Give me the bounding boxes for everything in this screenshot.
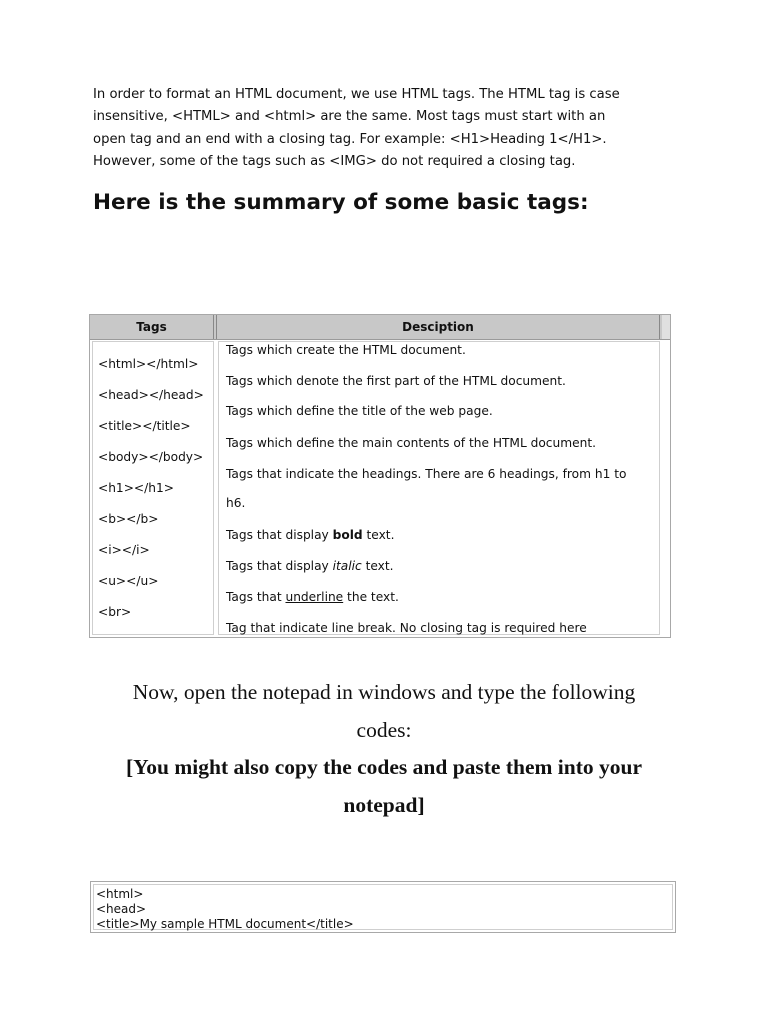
intro-paragraph bbox=[93, 84, 683, 173]
description-cell bbox=[218, 341, 660, 635]
tag-item: <title></title> bbox=[98, 419, 191, 433]
tag-item: <b></b> bbox=[98, 512, 159, 526]
text-run: Tags that display bbox=[226, 528, 333, 542]
instruction-line: Now, open the notepad in windows and type the following bbox=[132, 680, 636, 704]
instruction-line: notepad] bbox=[343, 792, 425, 817]
instruction-line: codes: bbox=[356, 717, 412, 742]
tag-item: <body></body> bbox=[98, 450, 204, 464]
tag-item: <h1></h1> bbox=[98, 481, 174, 495]
tag-item: <br> bbox=[98, 605, 132, 619]
text-run: Tags that bbox=[226, 590, 286, 604]
intro-line: However, some of the tags such as <IMG> do not required a closing tag. bbox=[93, 153, 576, 169]
tags-table bbox=[89, 314, 671, 638]
notepad-instructions bbox=[90, 674, 678, 824]
description-line bbox=[226, 559, 394, 573]
code-sample-inner bbox=[93, 884, 673, 930]
description-line: Tags which create the HTML document. bbox=[226, 343, 466, 357]
tag-item: <i></i> bbox=[98, 543, 150, 557]
code-line: <title>My sample HTML document</title> bbox=[96, 917, 354, 931]
tags-cell bbox=[92, 341, 214, 635]
intro-line: insensitive, <HTML> and <html> are the same. Most tags must start with an bbox=[93, 109, 606, 125]
bold-word: bold bbox=[332, 528, 363, 542]
intro-line: open tag and an end with a closing tag. For example: <H1>Heading 1</H1>. bbox=[93, 131, 607, 147]
tag-item: <html></html> bbox=[98, 357, 199, 371]
description-line bbox=[226, 590, 399, 604]
code-line: <html> bbox=[96, 887, 144, 901]
header-tags: Tags bbox=[90, 315, 214, 339]
description-line: Tags that indicate the headings. There are 6 headings, from h1 to bbox=[226, 467, 627, 481]
underline-word: underline bbox=[285, 590, 344, 604]
text-run: text. bbox=[362, 528, 395, 542]
summary-heading: Here is the summary of some basic tags: bbox=[93, 190, 589, 215]
description-line: Tags which define the title of the web page. bbox=[226, 404, 493, 418]
header-description: Desciption bbox=[216, 315, 660, 339]
text-run: text. bbox=[361, 559, 394, 573]
code-sample-box bbox=[90, 881, 676, 933]
italic-word: italic bbox=[332, 559, 362, 573]
header-spacer bbox=[662, 315, 670, 339]
text-run: Tags that display bbox=[226, 559, 333, 573]
instruction-line: [You might also copy the codes and paste them into your bbox=[125, 755, 643, 779]
description-line: Tag that indicate line break. No closing tag is required here bbox=[226, 621, 587, 635]
code-line: <head> bbox=[96, 902, 147, 916]
description-line bbox=[226, 528, 394, 542]
tag-item: <head></head> bbox=[98, 388, 204, 402]
table-header-row bbox=[90, 315, 670, 340]
intro-line: In order to format an HTML document, we use HTML tags. The HTML tag is case bbox=[93, 87, 620, 102]
description-line: Tags which denote the first part of the HTML document. bbox=[226, 374, 566, 388]
text-run: the text. bbox=[343, 590, 399, 604]
tag-item: <u></u> bbox=[98, 574, 159, 588]
description-line: h6. bbox=[226, 496, 246, 510]
description-line: Tags which define the main contents of the HTML document. bbox=[226, 436, 596, 450]
